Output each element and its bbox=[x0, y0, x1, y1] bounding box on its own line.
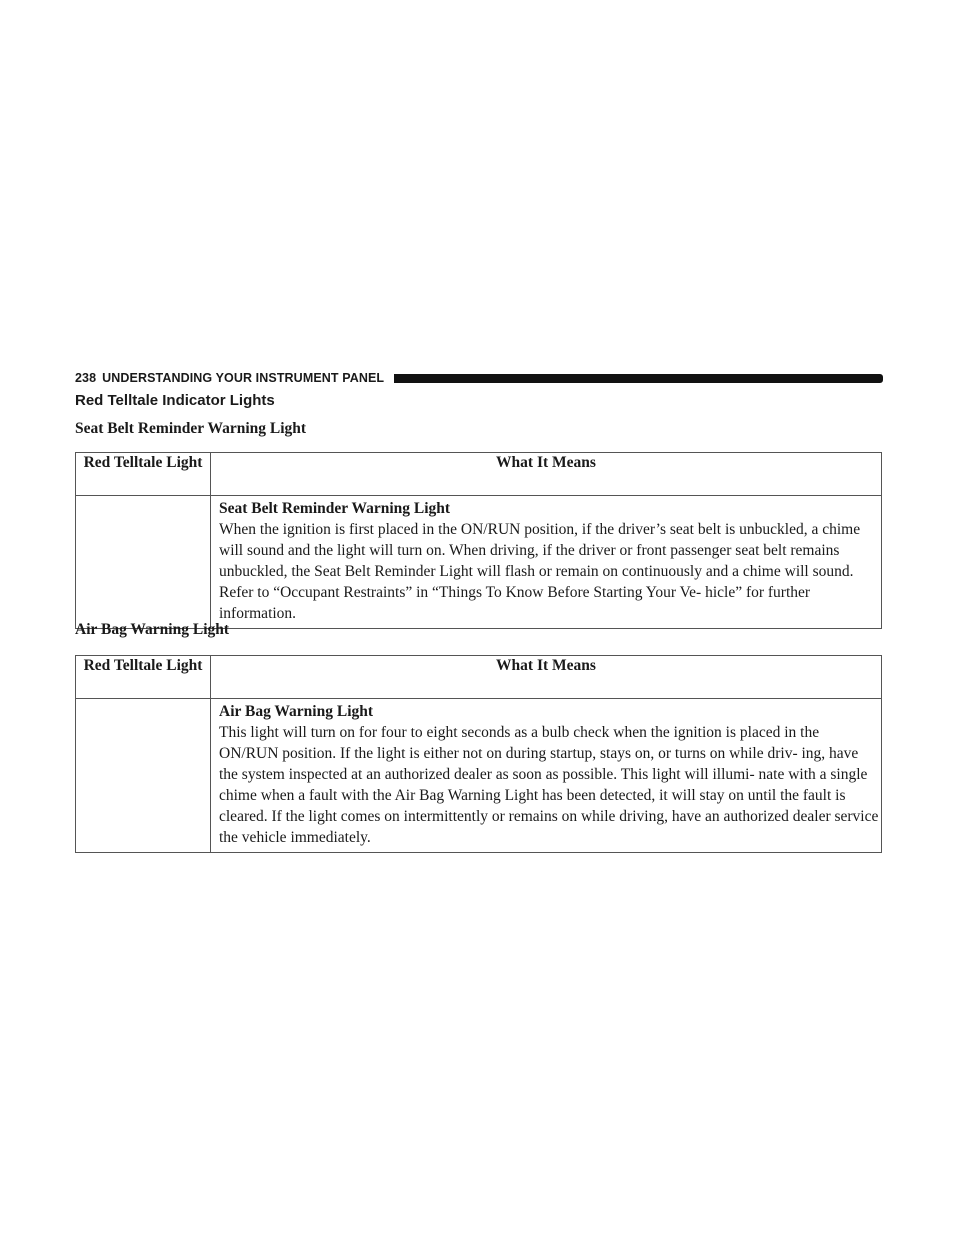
page-number: 238 bbox=[75, 371, 97, 385]
table-header-row bbox=[76, 453, 882, 496]
table-row bbox=[76, 496, 882, 629]
meaning-text: When the ignition is first placed in the ON/RUN position, if the driver’s seat belt is unbuckled, a chime will sound and the light will turn on. When driving, if the driver or front passenger seat belt remains unbuckled, the Seat Belt Reminder Light will flash or remain on continuously and a chime will sound. Refer to “Occupant Restraints” in “Things To Know Before Starting Your Ve- hicle” for further information. bbox=[219, 521, 861, 622]
subsection-title-air-bag: Air Bag Warning Light bbox=[75, 621, 230, 638]
subsection-title-seat-belt: Seat Belt Reminder Warning Light bbox=[75, 420, 307, 437]
telltale-icon-cell bbox=[76, 699, 211, 853]
column-header-telltale: Red Telltale Light bbox=[76, 453, 211, 496]
telltale-table-air-bag bbox=[75, 655, 882, 853]
page-header bbox=[75, 368, 883, 388]
column-header-meaning: What It Means bbox=[211, 656, 882, 699]
column-header-telltale: Red Telltale Light bbox=[76, 656, 211, 699]
table-row bbox=[76, 699, 882, 853]
meaning-cell bbox=[211, 699, 882, 853]
telltale-icon-cell bbox=[76, 496, 211, 629]
meaning-cell bbox=[211, 496, 882, 629]
meaning-text: This light will turn on for four to eight seconds as a bulb check when the ignition is placed in the ON/RUN position. If the light is either not on during startup, stays on, or turns on while driv- ing, have the system inspected at an authorized dealer as soon as possible. This light will illumi- nate with a single chime when a fault with the Air Bag Warning Light has been detected, it will stay on until the fault is cleared. If the light comes on intermittently or remains on while driving, have an authorized dealer service the vehicle immediately. bbox=[219, 724, 879, 846]
table-header-row bbox=[76, 656, 882, 699]
chapter-title: UNDERSTANDING YOUR INSTRUMENT PANEL bbox=[102, 371, 385, 385]
telltale-table-seat-belt bbox=[75, 452, 882, 629]
header-rule bbox=[394, 374, 883, 383]
column-header-meaning: What It Means bbox=[211, 453, 882, 496]
section-title: Red Telltale Indicator Lights bbox=[75, 392, 275, 409]
meaning-title: Seat Belt Reminder Warning Light bbox=[219, 500, 451, 517]
meaning-title: Air Bag Warning Light bbox=[219, 703, 374, 720]
